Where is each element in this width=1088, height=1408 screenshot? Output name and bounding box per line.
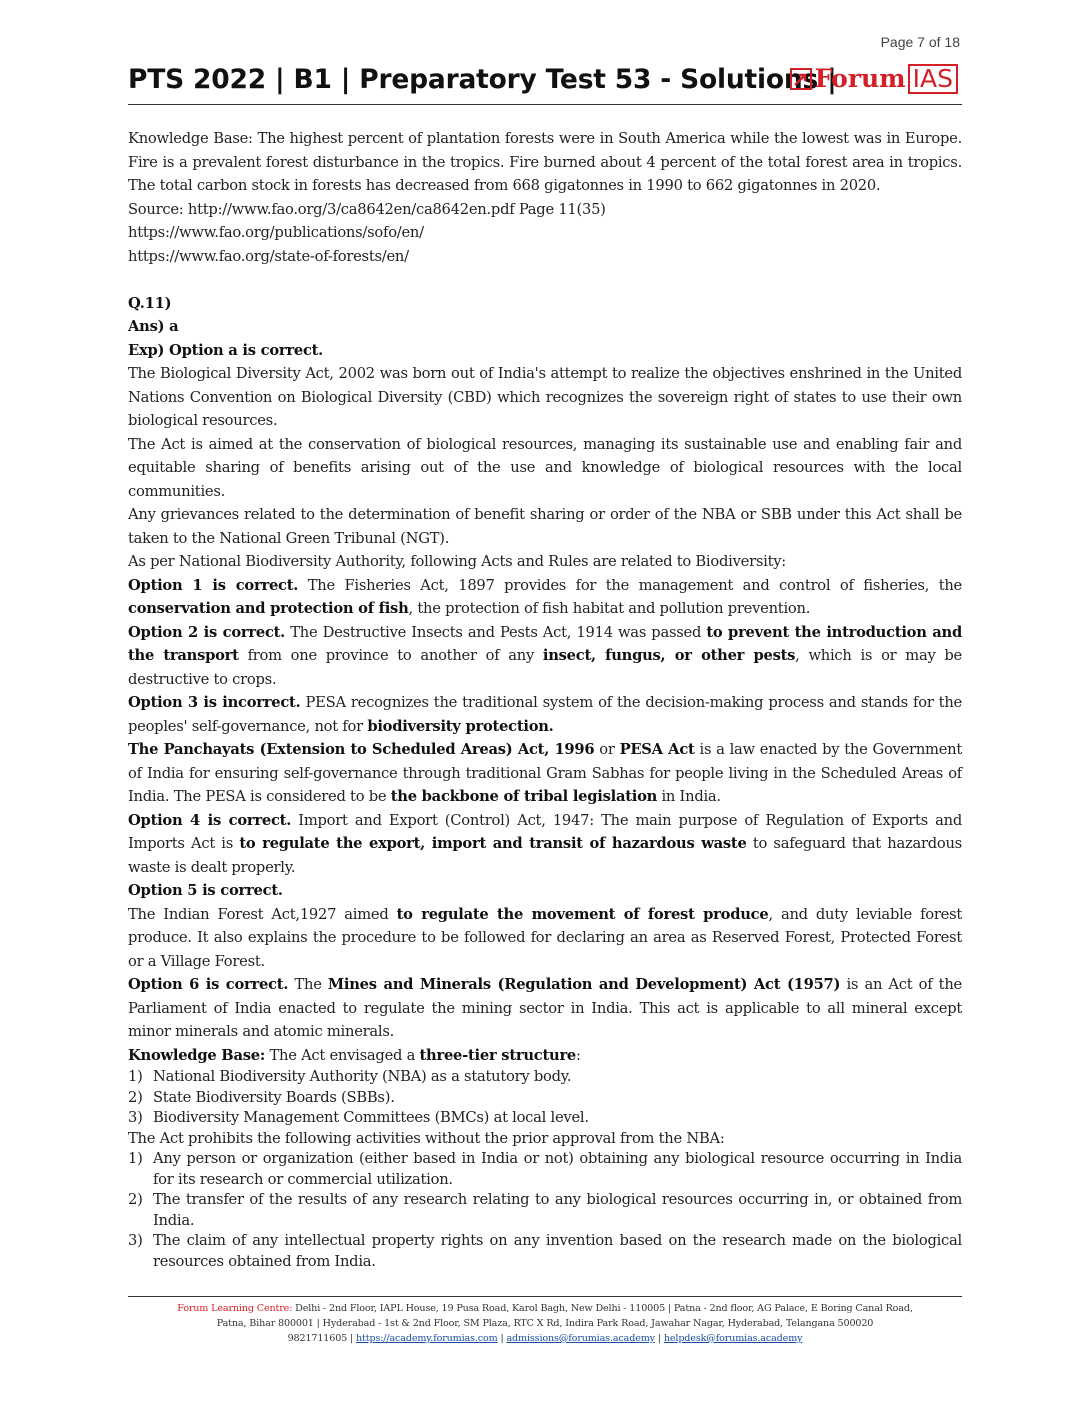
text: , the protection of fish habitat and pollution prevention. xyxy=(408,600,811,617)
list-text: The claim of any intellectual property rights on any invention based on the research made on the biological resources obtained from India. xyxy=(153,1232,962,1270)
text: The Fisheries Act, 1897 provides for the management and control of fisheries, the xyxy=(298,576,962,594)
footer-text: Delhi - 2nd Floor, IAPL House, 19 Pusa Road, Karol Bagh, New Delhi - 110005 | Patna - 2nd floor, AG Palace, E Boring Canal Road, xyxy=(292,1303,913,1314)
footer-contact-line xyxy=(128,1331,962,1346)
list-number: 3) xyxy=(128,1109,143,1126)
emphasis: Mines and Minerals (Regulation and Development) Act (1957) xyxy=(327,976,841,993)
paragraph: The Act prohibits the following activities without the prior approval from the NBA: xyxy=(128,1129,725,1147)
explanation-heading: Exp) Option a is correct. xyxy=(128,341,324,359)
list-text: National Biodiversity Authority (NBA) as a statutory body. xyxy=(153,1068,572,1085)
academy-link[interactable]: https://academy.forumias.com xyxy=(356,1333,498,1344)
knowledge-base-2 xyxy=(128,1044,962,1068)
emphasis: insect, fungus, or other pests xyxy=(542,647,796,664)
list-text: Any person or organization (either based in India or not) obtaining any biological resource occurring in India for its research or commercial utilization. xyxy=(153,1150,962,1188)
separator: | xyxy=(654,1333,664,1344)
logo-forum-text: Forum xyxy=(814,64,906,93)
option-label: Option 4 is correct. xyxy=(128,811,292,829)
list-item xyxy=(128,1190,962,1231)
list-item xyxy=(128,1088,962,1109)
source-link: https://www.fao.org/state-of-forests/en/ xyxy=(128,247,409,265)
emphasis: The Panchayats (Extension to Scheduled Areas) Act, 1996 xyxy=(128,741,595,758)
page-number: Page 7 of 18 xyxy=(880,34,960,50)
separator: | xyxy=(347,1333,357,1344)
text: The xyxy=(288,976,328,993)
list-text: State Biodiversity Boards (SBBs). xyxy=(153,1088,395,1106)
text: Import and Export (Control) Act, 1947: The main purpose of Regulation of Exports and Imports Act is xyxy=(128,811,962,852)
source-line: Source: http://www.fao.org/3/ca8642en/ca8642en.pdf Page 11(35) xyxy=(128,200,606,218)
text: in India. xyxy=(657,788,721,805)
option-6-paragraph xyxy=(128,973,962,1044)
emphasis: conservation and protection of fish xyxy=(128,600,409,617)
page-footer xyxy=(128,1296,962,1346)
question-number: Q.11) xyxy=(128,294,172,312)
pesa-paragraph xyxy=(128,738,962,809)
text: , and duty leviable forest produce. It also explains the procedure to be followed for declaring an area as Reserved Forest, Protected Forest or a Village Forest. xyxy=(128,905,963,970)
logo-ias-text: IAS xyxy=(908,64,958,94)
option-1-paragraph xyxy=(128,574,962,621)
list-number: 2) xyxy=(128,1088,143,1106)
forumias-logo xyxy=(790,64,958,94)
list-text: Biodiversity Management Committees (BMCs) at local level. xyxy=(153,1109,589,1126)
list-number: 3) xyxy=(128,1232,143,1249)
document-body xyxy=(128,127,962,1272)
tier-list xyxy=(128,1067,962,1129)
text: The Indian Forest Act,1927 aimed xyxy=(128,905,397,923)
text: or xyxy=(594,741,620,758)
list-number: 2) xyxy=(128,1191,143,1208)
list-number: 1) xyxy=(128,1150,143,1167)
text: The Act envisaged a xyxy=(265,1046,420,1064)
option-label: Option 1 is correct. xyxy=(128,576,299,594)
option-5-paragraph xyxy=(128,903,962,974)
emphasis: biodiversity protection. xyxy=(367,717,554,735)
list-number: 1) xyxy=(128,1068,143,1085)
list-item xyxy=(128,1231,962,1272)
option-4-paragraph xyxy=(128,809,962,880)
footer-brand: Forum Learning Centre: xyxy=(177,1303,293,1314)
footer-phone: 9821711605 xyxy=(287,1333,348,1344)
admissions-email-link[interactable]: admissions@forumias.academy xyxy=(506,1333,655,1344)
footer-address-line: Patna, Bihar 800001 | Hyderabad - 1st & 2nd Floor, SM Plaza, RTC X Rd, Indira Park Road, Jawahar Nagar, Hyderabad, Telangana 500020 xyxy=(216,1318,874,1329)
list-text: The transfer of the results of any research relating to any biological resources occurring in, or obtained from India. xyxy=(153,1191,962,1229)
activity-list xyxy=(128,1149,962,1272)
separator: | xyxy=(497,1333,507,1344)
paragraph: Any grievances related to the determination of benefit sharing or order of the NBA or SBB under this Act shall be taken to the National Green Tribunal (NGT). xyxy=(128,506,962,547)
text: The Destructive Insects and Pests Act, 1914 was passed xyxy=(285,623,707,641)
helpdesk-email-link[interactable]: helpdesk@forumias.academy xyxy=(663,1333,803,1344)
emphasis: to regulate the movement of forest produce xyxy=(396,905,769,923)
text: is an Act of the Parliament of India enacted to regulate the mining sector in India. This act is applicable to all mineral except minor minerals and atomic minerals. xyxy=(128,976,962,1040)
emphasis: to prevent the introduction and the transport xyxy=(128,623,963,664)
page-title: PTS 2022 | B1 | Preparatory Test 53 - Solutions | xyxy=(128,64,837,95)
logo-arrow-icon xyxy=(790,68,812,90)
option-label: Option 6 is correct. xyxy=(128,976,289,993)
kb-label: Knowledge Base: xyxy=(128,1046,266,1064)
page-header xyxy=(128,62,962,105)
emphasis: to regulate the export, import and transit of hazardous waste xyxy=(239,835,747,852)
paragraph: As per National Biodiversity Authority, following Acts and Rules are related to Biodiversity: xyxy=(128,553,786,570)
emphasis: three-tier structure xyxy=(419,1046,577,1064)
footer-address-line xyxy=(128,1301,962,1316)
text: is a law enacted by the Government of India for ensuring self-governance through traditional Gram Sabhas for people living in the Scheduled Areas of India. The PESA is considered to be xyxy=(128,741,963,805)
text: : xyxy=(576,1046,581,1064)
knowledge-base-paragraph: Knowledge Base: The highest percent of plantation forests were in South America while the lowest was in Europe. Fire is a prevalent forest disturbance in the tropics. Fire burned about 4 percent of the total forest area in tropics. The total carbon stock in forests has decreased from 668 gigatonnes in 1990 to 662 gigatonnes in 2020. xyxy=(128,130,962,194)
answer: Ans) a xyxy=(128,318,179,335)
text: , which is or may be destructive to crops. xyxy=(128,647,962,688)
paragraph: The Biological Diversity Act, 2002 was born out of India's attempt to realize the objectives enshrined in the United Nations Convention on Biological Diversity (CBD) which recognizes the sovereign right of states to use their own biological resources. xyxy=(128,365,962,429)
list-item xyxy=(128,1149,962,1190)
text: from one province to another of any xyxy=(238,647,543,664)
option-label: Option 3 is incorrect. xyxy=(128,694,301,711)
emphasis: PESA Act xyxy=(619,741,695,758)
list-item xyxy=(128,1108,962,1129)
option-2-paragraph xyxy=(128,621,962,692)
paragraph: The Act is aimed at the conservation of biological resources, managing its sustainable use and enabling fair and equitable sharing of benefits arising out of the use and knowledge of biological resources with the local communities. xyxy=(128,435,962,500)
option-label: Option 2 is correct. xyxy=(128,623,286,641)
text: PESA recognizes the traditional system of the decision-making process and stands for the peoples' self-governance, not for xyxy=(128,694,962,735)
list-item xyxy=(128,1067,962,1088)
emphasis: the backbone of tribal legislation xyxy=(390,788,658,805)
source-link: https://www.fao.org/publications/sofo/en/ xyxy=(128,224,424,241)
text: to safeguard that hazardous waste is dealt properly. xyxy=(128,835,962,876)
option-3-paragraph xyxy=(128,691,962,738)
option-5-label: Option 5 is correct. xyxy=(128,882,283,899)
